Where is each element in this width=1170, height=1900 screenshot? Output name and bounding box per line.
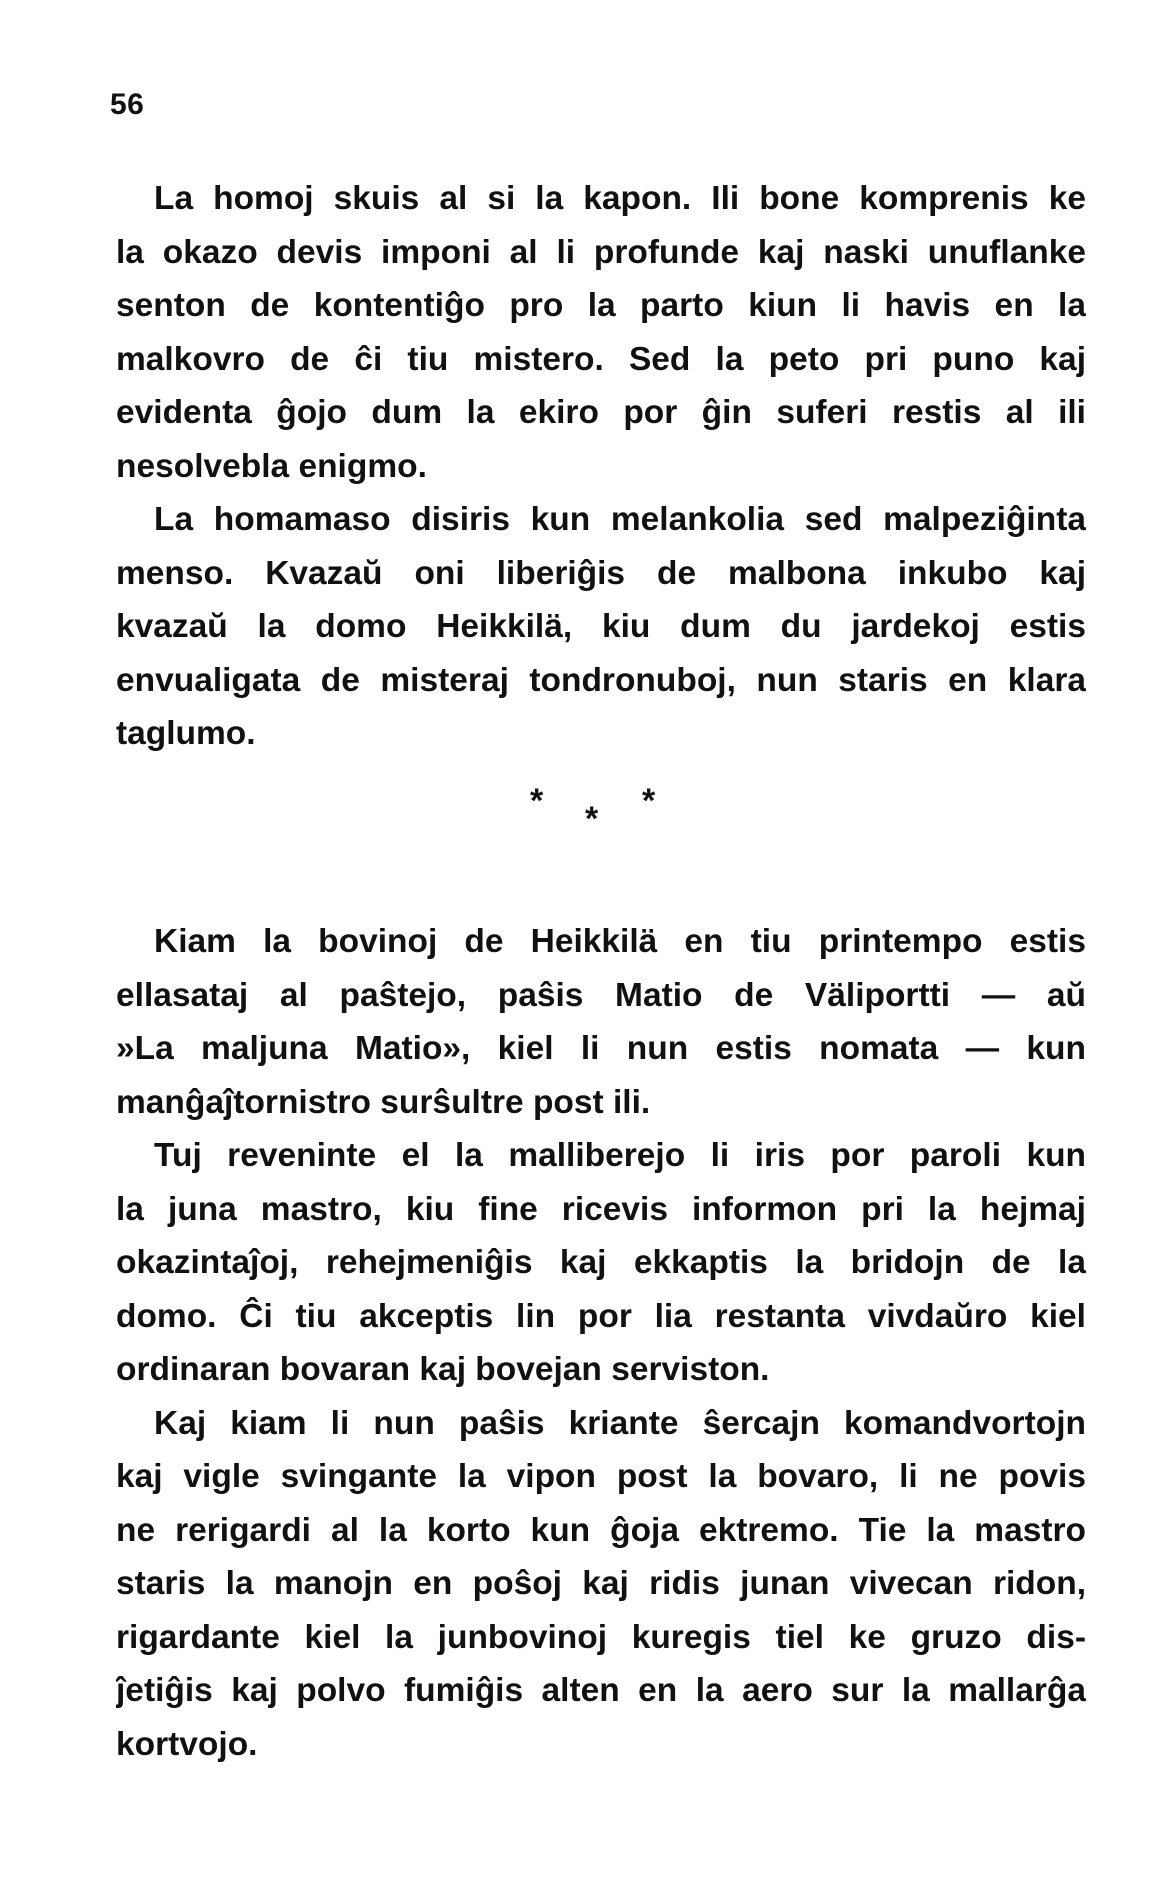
text-line: nesolvebla enigmo. [116,447,427,485]
text-line: malkovro de ĉi tiu mistero. Sed la peto pri puno kaj [116,340,1086,378]
text-line: menso. Kvazaŭ oni liberiĝis de malbona inkubo kaj [116,554,1086,592]
asterisk-ornament: * [530,782,544,820]
text-line: la juna mastro, kiu fine ricevis informon pri la hejmaj [116,1190,1086,1228]
text-line: rigardante kiel la junbovinoj kuregis tiel ke gruzo dis- [116,1618,1086,1656]
text-line: Kiam la bovinoj de Heikkilä en tiu printempo estis [154,923,1086,960]
text-line: La homoj skuis al si la kapon. Ili bone komprenis ke [154,180,1086,217]
text-line: kortvojo. [116,1725,258,1763]
text-line: Kaj kiam li nun paŝis kriante ŝercajn komandvortojn [154,1404,1086,1442]
text-line: Tuj reveninte el la malliberejo li iris por paroli kun [154,1137,1086,1174]
text-line: ellasataj al paŝtejo, paŝis Matio de Väliportti — aŭ [116,976,1086,1014]
text-line: kvazaŭ la domo Heikkilä, kiu dum du jardekoj estis [116,608,1086,645]
text-line: La homamaso disiris kun melankolia sed malpeziĝinta [154,501,1086,538]
paragraph-block-2 [116,915,1086,1771]
text-line: ne rerigardi al la korto kun ĝoja ektremo. Tie la mastro [116,1511,1086,1549]
text-line: okazintaĵoj, rehejmeniĝis kaj ekkaptis la bridojn de la [116,1244,1086,1281]
text-line: senton de kontentiĝo pro la parto kiun li havis en la [116,287,1086,324]
text-line: domo. Ĉi tiu akceptis lin por lia restanta vivdaŭro kiel [116,1297,1086,1335]
text-line: ĵetiĝis kaj polvo fumiĝis alten en la aero sur la mallarĝa [116,1672,1086,1709]
page-number: 56 [110,88,145,121]
section-separator [0,782,1170,842]
text-line: manĝaĵtornistro surŝultre post ili. [116,1083,651,1121]
paragraph-block-1 [116,172,1086,761]
text-line: »La maljuna Matio», kiel li nun estis nomata — kun [116,1030,1086,1067]
text-line: envualigata de misteraj tondronuboj, nun staris en klara [116,661,1086,699]
text-line: la okazo devis imponi al li profunde kaj naski unuflanke [116,233,1086,271]
text-line: kaj vigle svingante la vipon post la bovaro, li ne povis [116,1458,1086,1495]
text-line: taglumo. [116,715,256,752]
text-line: staris la manojn en poŝoj kaj ridis junan vivecan ridon, [116,1565,1086,1602]
text-line: ordinaran bovaran kaj bovejan serviston. [116,1351,770,1388]
asterisk-ornament: * [642,782,656,820]
text-line: evidenta ĝojo dum la ekiro por ĝin suferi restis al ili [116,394,1086,431]
asterisk-ornament: * [585,800,599,838]
